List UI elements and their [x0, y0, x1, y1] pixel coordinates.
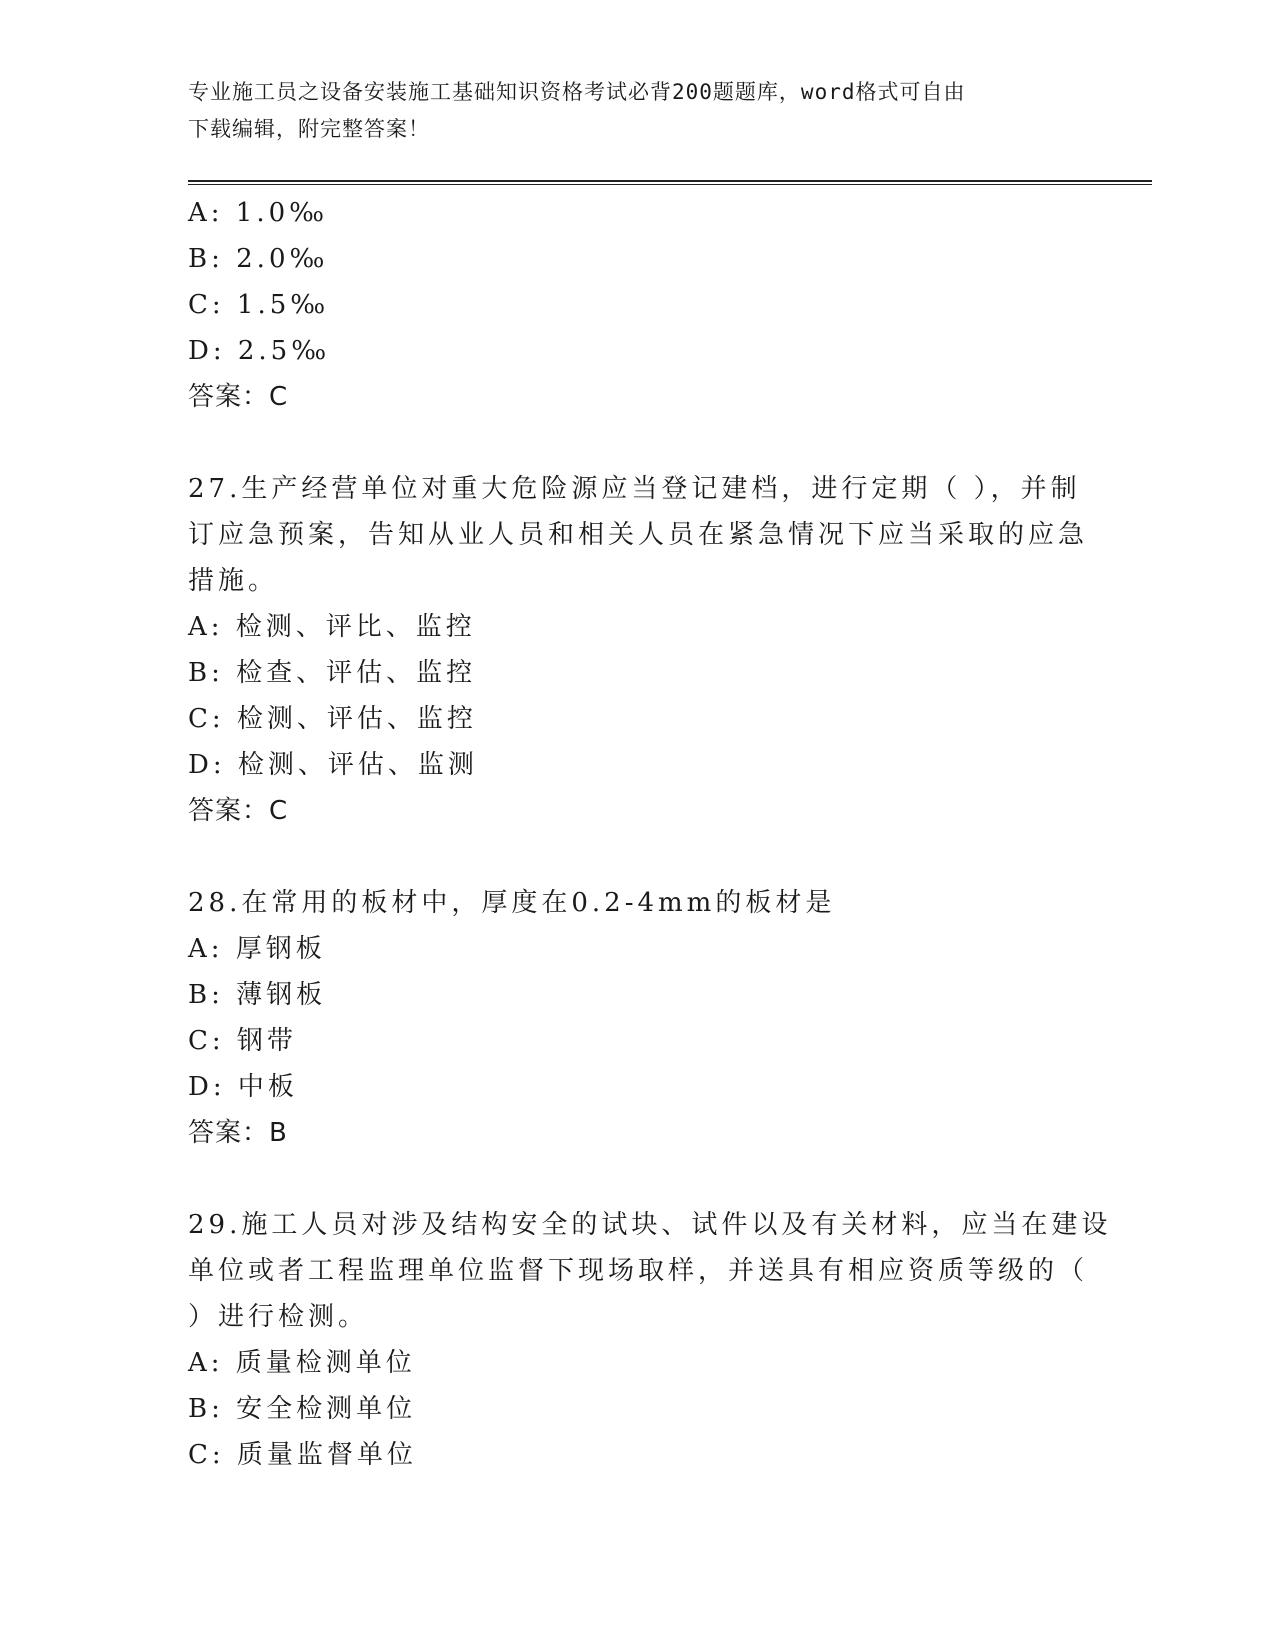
question-stem: 28.在常用的板材中，厚度在0.2-4mm的板材是	[188, 888, 836, 918]
question-27	[188, 466, 1088, 834]
option-d: D: 检测、评估、监测	[188, 750, 478, 780]
header-line-1: 专业施工员之设备安装施工基础知识资格考试必背200题题库，word格式可自由	[188, 80, 966, 104]
question-list	[188, 190, 1112, 1478]
option-c: C: 质量监督单位	[188, 1440, 417, 1470]
option-a: A: 1.0‰	[188, 198, 329, 228]
option-b: B: 2.0‰	[188, 244, 329, 274]
option-a: A: 厚钢板	[188, 934, 326, 964]
question-stem: ）进行检测。	[188, 1302, 369, 1332]
answer: 答案：B	[188, 1118, 288, 1148]
option-c: C: 检测、评估、监控	[188, 704, 477, 734]
option-b: B: 安全检测单位	[188, 1394, 417, 1424]
answer: 答案：C	[188, 382, 289, 412]
option-b: B: 薄钢板	[188, 980, 327, 1010]
option-d: D: 2.5‰	[188, 336, 331, 366]
option-a: A: 质量检测单位	[188, 1348, 416, 1378]
spacer	[188, 834, 1088, 880]
document-header	[188, 74, 1068, 148]
question-28	[188, 880, 1088, 1156]
question-29	[188, 1202, 1112, 1478]
option-a: A: 检测、评比、监控	[188, 612, 476, 642]
spacer	[188, 1156, 1088, 1202]
option-b: B: 检查、评估、监控	[188, 658, 477, 688]
question-stem: 单位或者工程监理单位监督下现场取样，并送具有相应资质等级的（	[188, 1256, 1089, 1286]
question-stem: 27.生产经营单位对重大危险源应当登记建档，进行定期（ ），并制	[188, 474, 1081, 504]
spacer	[188, 420, 1088, 466]
question-stem: 订应急预案，告知从业人员和相关人员在紧急情况下应当采取的应急	[188, 520, 1089, 550]
option-d: D: 中板	[188, 1072, 298, 1102]
option-c: C: 钢带	[188, 1026, 297, 1056]
option-c: C: 1.5‰	[188, 290, 330, 320]
header-divider-thin	[188, 184, 1152, 185]
question-26	[188, 190, 1088, 420]
header-divider-thick	[188, 180, 1152, 182]
answer: 答案：C	[188, 796, 289, 826]
question-stem: 措施。	[188, 566, 279, 596]
question-stem: 29.施工人员对涉及结构安全的试块、试件以及有关材料，应当在建设	[188, 1210, 1112, 1240]
header-line-2: 下载编辑，附完整答案！	[188, 117, 430, 141]
